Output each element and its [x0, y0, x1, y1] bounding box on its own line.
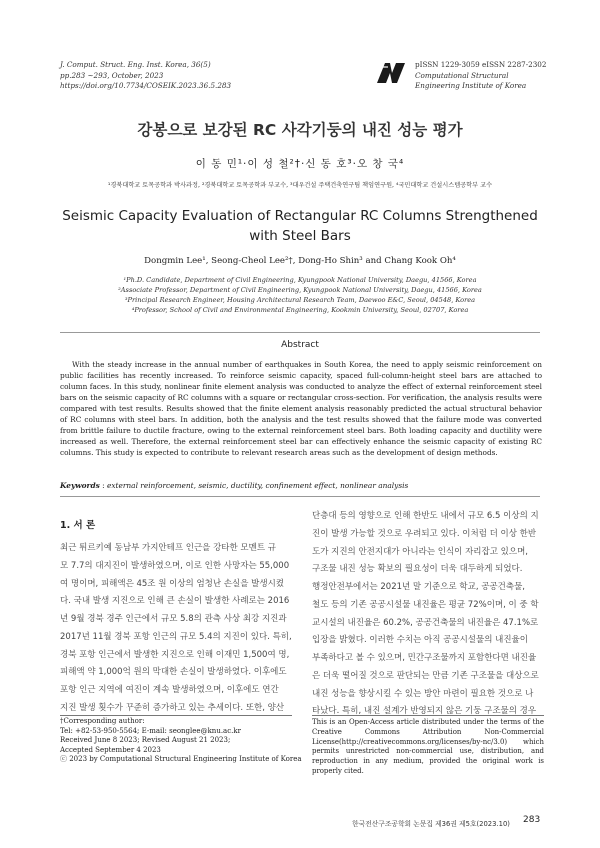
- body-line: 다. 국내 발생 지진으로 인해 큰 손실이 발생한 사례로는 2016: [60, 596, 290, 607]
- body-line: 도가 지진의 안전지대가 아니라는 인식이 자리잡고 있으며,: [312, 546, 528, 557]
- body-line: 내진 성능을 향상시킬 수 있는 방안 마련이 필요한 것으로 나: [312, 688, 534, 699]
- body-line: 타났다. 특히, 내진 설계가 반영되지 않은 기둥 구조물의 경우: [312, 706, 537, 717]
- divider: [60, 332, 540, 333]
- affiliation-line: ⁴Professor, School of Civil and Environmental Engineering, Kookmin University, Seoul, 02707, Korea: [131, 306, 469, 314]
- footnote-line: ⓒ 2023 by Computational Structural Engineering Institute of Korea: [60, 755, 302, 764]
- footnote-line: Accepted September 4 2023: [60, 745, 161, 754]
- body-line: 진이 발생 가능할 것으로 우려되고 있다. 이처럼 더 이상 한반: [312, 528, 537, 539]
- footer-journal: 한국전산구조공학회 논문집 제36권 제5호(2023.10): [352, 820, 510, 828]
- keywords-text: external reinforcement, seismic, ductility, confinement effect, nonlinear analysis: [106, 481, 409, 490]
- body-line: 여 명이며, 피해액은 45조 원 이상의 엄청난 손실을 발생시켰: [60, 578, 284, 589]
- body-column-left: [60, 540, 292, 718]
- body-line: 은 더욱 떨어질 것으로 판단되는 만큼 기존 구조물을 대상으로: [312, 670, 539, 681]
- publisher-line: Computational Structural: [415, 70, 509, 80]
- body-line: 2017년 11월 경북 포항 인근의 규모 5.4의 지진이 있다. 특히,: [60, 631, 292, 642]
- english-affiliations: [0, 275, 600, 315]
- body-line: 단층대 등의 영향으로 인해 한반도 내에서 규모 6.5 이상의 지: [312, 511, 539, 521]
- affiliation-line: ³Principal Research Engineer, Housing Architectural Research Team, Daewoo E&C, Seoul, 04548, Korea: [124, 296, 476, 304]
- footnote: [60, 717, 300, 765]
- publisher-line: Engineering Institute of Korea: [415, 81, 527, 90]
- body-line: 부족하다고 볼 수 있으며, 민간구조물까지 포함한다면 내진율: [312, 653, 537, 663]
- body-line: 입장을 밝혔다. 이러한 수치는 아직 공공시설물의 내진율이: [312, 635, 528, 646]
- keywords-line: [60, 481, 540, 490]
- keywords-label: Keywords: [60, 481, 100, 490]
- journal-logo-icon: [376, 61, 406, 85]
- section-heading: 1. 서 론: [60, 520, 96, 531]
- body-line: 교시설의 내진율은 60.2%, 공공건축물의 내진율은 47.1%로: [312, 617, 539, 628]
- divider: [60, 496, 540, 497]
- abstract-text: With the steady increase in the annual number of earthquakes in South Korea, the need to apply seismic reinforcement on public facilities has recently increased. To reinforce seismic capacity, spaced full-column-height steel bars are attached to column faces. In this study, nonlinear finite element analysis was conducted to analyze the effect of external reinforcement steel bars on the seismic capacity of RC columns with a square or rectangular cross-section. For verification, the analysis results were compared with test results. Results showed that the finite element analysis reasonably predicted the actual structural behavior of RC columns with steel bars. In addition, both the analysis and the test results showed that the failure mode was converted from brittle failure to ductile fracture, owing to the external reinforcement steel bars. Both loading capacity and ductility were increased as well. Therefore, the external reinforcement steel bar can effectively enhance the seismic capacity of existing RC columns. This study is expected to contribute to relevant research areas such as the development of design methods.: [60, 360, 542, 457]
- body-column-right: [312, 508, 544, 721]
- citation-line: pp.283 ~293, October, 2023: [60, 70, 164, 80]
- page-number: 283: [523, 815, 541, 825]
- issn: pISSN 1229-3059 eISSN 2287-2302: [415, 60, 547, 69]
- body-line: 구조물 내진 성능 확보의 필요성이 더욱 대두하게 되었다.: [312, 564, 523, 575]
- korean-title: 강봉으로 보강된 RC 사각기둥의 내진 성능 평가: [137, 121, 463, 139]
- keywords-separator: :: [99, 481, 107, 490]
- affiliation-line: ²Associate Professor, Department of Civil Engineering, Kyungpook National University, Daegu, 41566, Korea: [118, 286, 482, 294]
- open-access-notice: This is an Open-Access article distributed under the terms of the Creative Commons Attribution Non-Commercial License(http://creativecommons.org/licenses/by-nc/3.0) which permits unrestricted non-commercial use, distribution, and reproduction in any medium, provided the original work is properly cited.: [312, 718, 544, 775]
- body-line: 행정안전부에서는 2021년 말 기준으로 학교, 공공건축물,: [312, 582, 525, 592]
- issn-block: [415, 60, 546, 92]
- body-line: 피해액 약 1,000억 원의 막대한 손실이 발생하였다. 이후에도: [60, 667, 287, 678]
- body-line: 년 9월 경북 경주 인근에서 규모 5.8의 관측 사상 최강 지진과: [60, 614, 287, 624]
- english-authors: Dongmin Lee¹, Seong-Cheol Lee²†, Dong-Ho Shin³ and Chang Kook Oh⁴: [144, 256, 456, 266]
- body-line: 최근 튀르키예 동남부 가지안테프 인근을 강타한 모멘트 규: [60, 543, 276, 553]
- abstract-heading: Abstract: [281, 340, 319, 350]
- journal-citation: [60, 60, 231, 92]
- english-title: Seismic Capacity Evaluation of Rectangular RC Columns Strengthened with Steel Bars: [62, 208, 538, 244]
- footnote-line: Received June 8 2023; Revised August 21 2023;: [60, 736, 231, 745]
- korean-affiliations: ¹경북대학교 토목공학과 박사과정, ²경북대학교 토목공학과 부교수, ³대우건설 주택건축연구팀 책임연구원, ⁴국민대학교 건설시스템공학부 교수: [107, 182, 493, 189]
- footnote-contact[interactable]: Tel: +82-53-950-5564; E-mail: seonglee@knu.ac.kr: [60, 726, 241, 735]
- body-line: 경북 포항 인근에서 발생한 지진으로 인해 이재민 1,500여 명,: [60, 649, 290, 660]
- affiliation-line: ¹Ph.D. Candidate, Department of Civil Engineering, Kyungpook National University, Daegu, 41566, Korea: [123, 276, 477, 284]
- body-line: 철도 등의 기존 공공시설물 내진율은 평균 72%이며, 이 중 학: [312, 599, 539, 610]
- korean-authors: 이 동 민¹·이 성 철²†·신 동 호³·오 창 국⁴: [195, 158, 405, 170]
- footnote-line: †Corresponding author:: [60, 717, 145, 725]
- body-line: 지진 발생 횟수가 꾸준히 증가하고 있는 추세이다. 또한, 양산: [60, 702, 285, 713]
- doi-link[interactable]: https://doi.org/10.7734/COSEIK.2023.36.5.283: [60, 81, 232, 90]
- body-line: 모 7.7의 대지진이 발생하였으며, 이로 인한 사망자는 55,000: [60, 560, 290, 571]
- body-line: 포항 인근 지역에 여진이 계속 발생하였으며, 이후에도 연간: [60, 685, 279, 695]
- license-divider: [312, 715, 544, 716]
- citation-line: J. Comput. Struct. Eng. Inst. Korea, 36(5): [60, 60, 211, 69]
- footnote-divider: [60, 715, 292, 716]
